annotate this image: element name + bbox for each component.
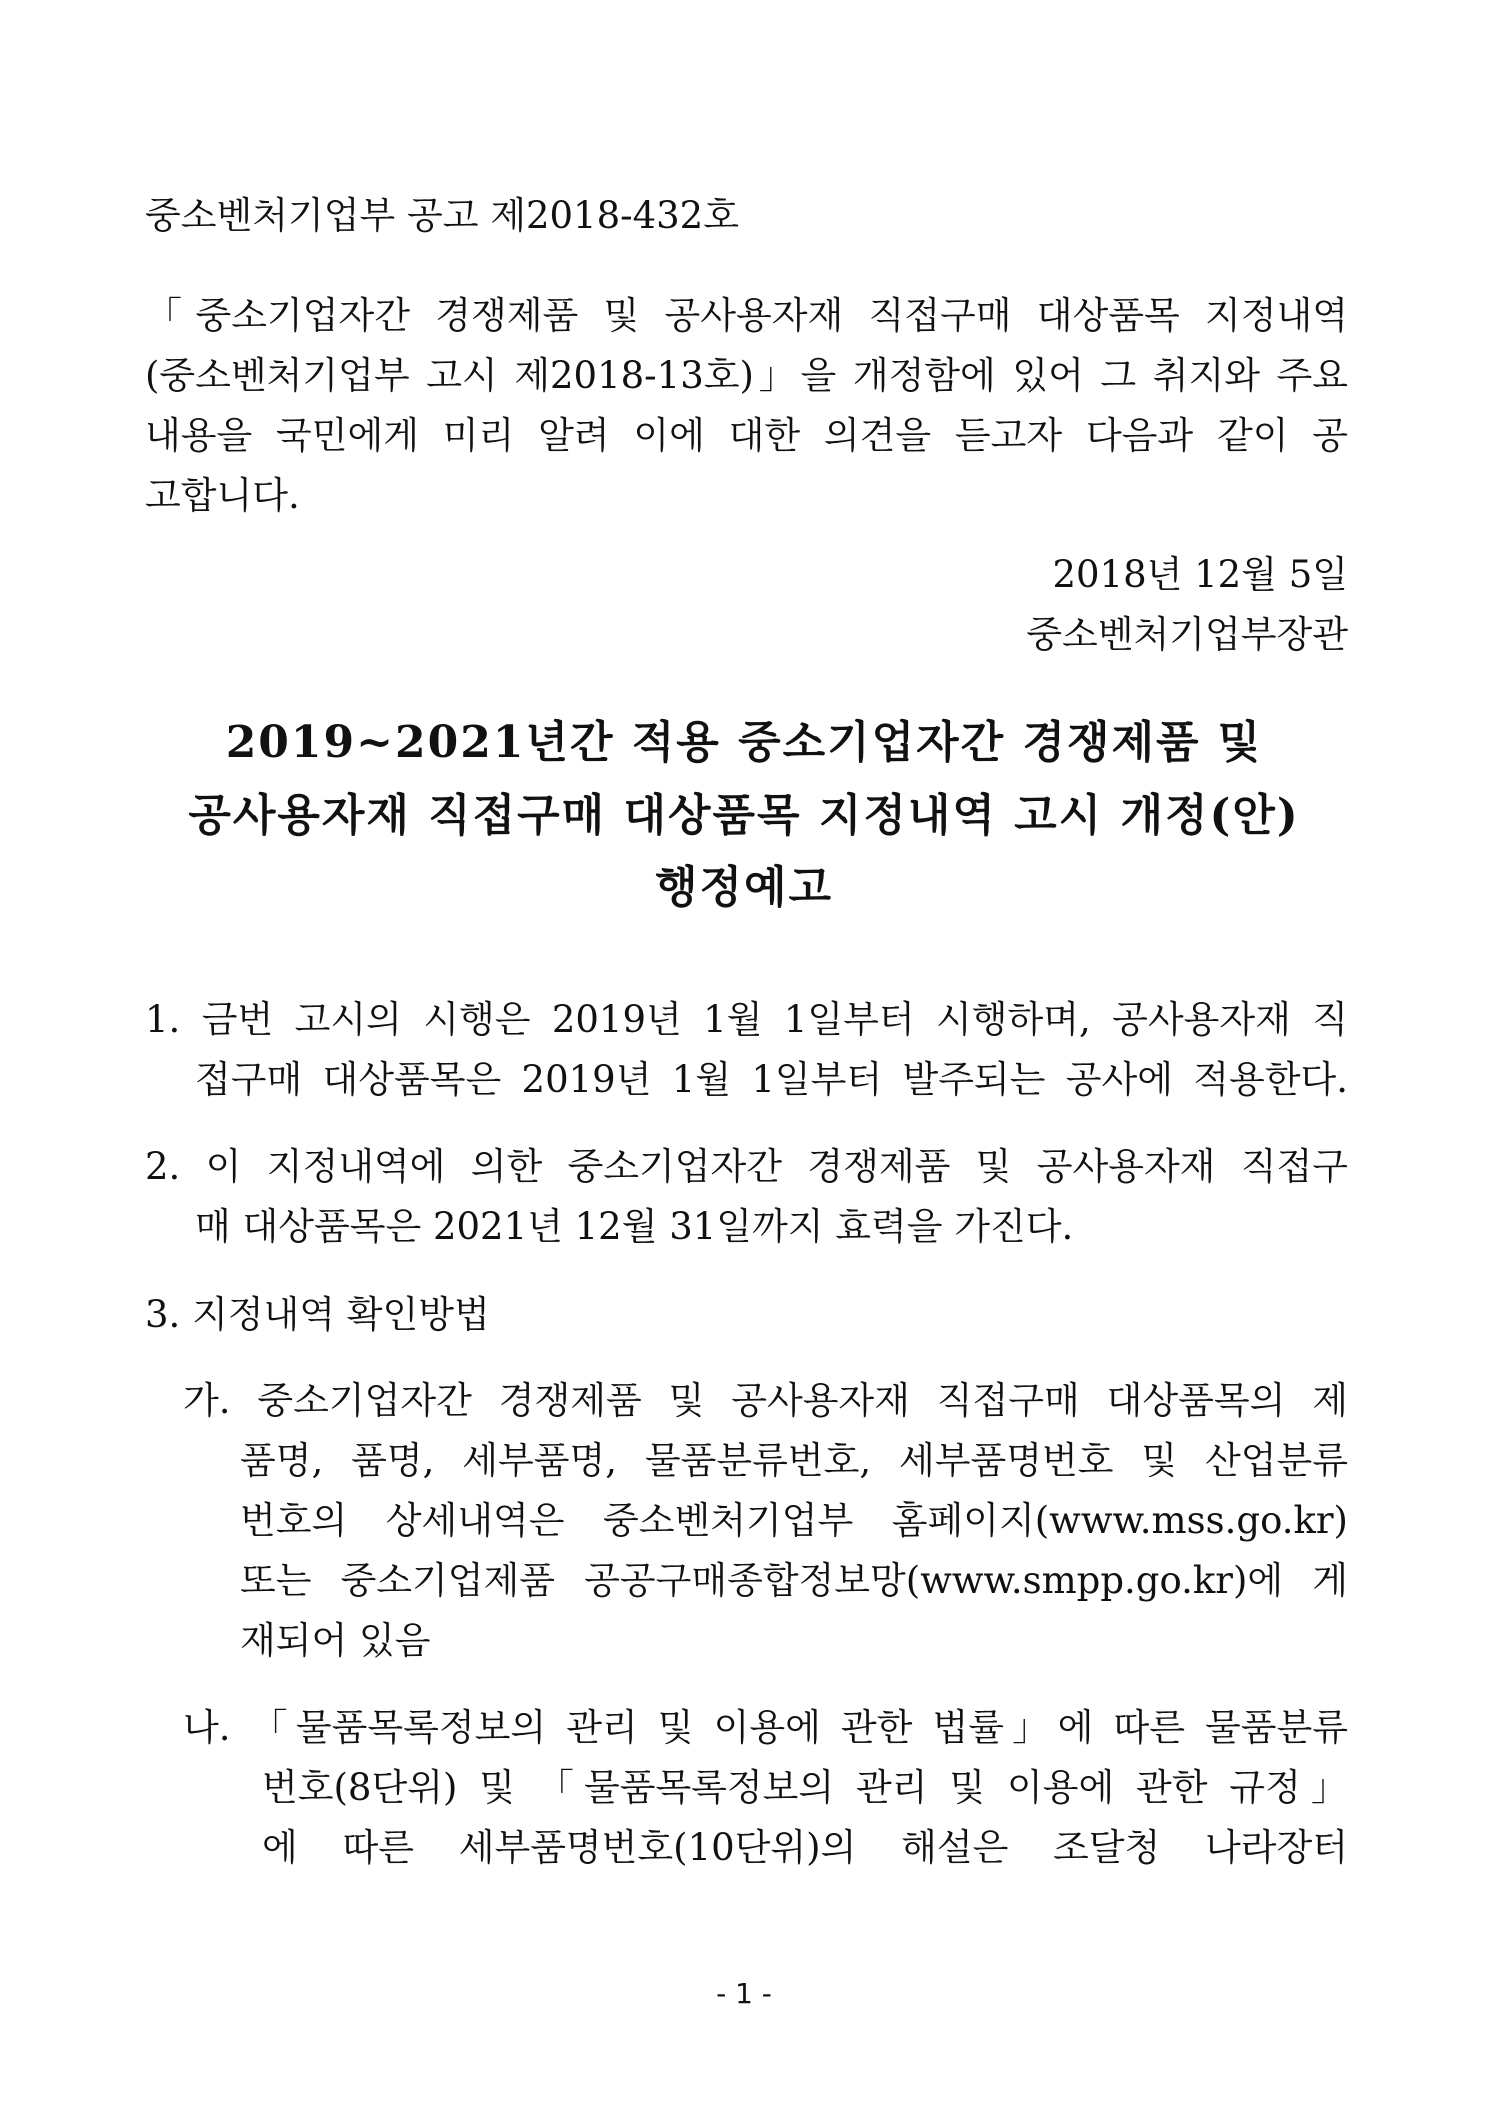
item-2-line-1: 2. 이 지정내역에 의한 중소기업자간 경쟁제품 및 공사용자재 직접구 [145, 1145, 1348, 1188]
sub-item-na-line-1: 나. 「물품목록정보의 관리 및 이용에 관한 법률」에 따른 물품분류 [183, 1706, 1348, 1749]
sub-item-ga-line-1: 가. 중소기업자간 경쟁제품 및 공사용자재 직접구매 대상품목의 제 [183, 1379, 1348, 1422]
title-line-2: 공사용자재 직접구매 대상품목 지정내역 고시 개정(안) [188, 790, 1300, 841]
notice-date: 2018년 12월 5일 [1052, 553, 1348, 596]
item-2-line-2: 매 대상품목은 2021년 12월 31일까지 효력을 가진다. [195, 1205, 1074, 1248]
notice-issuer: 중소벤처기업부장관 [1026, 613, 1348, 656]
sub-item-na-line-3: 에 따른 세부품명번호(10단위)의 해설은 조달청 나라장터 [262, 1826, 1348, 1869]
intro-line-4: 고합니다. [145, 474, 300, 517]
item-1-line-1: 1. 금번 고시의 시행은 2019년 1월 1일부터 시행하며, 공사용자재 직 [145, 998, 1348, 1041]
sub-item-na-line-2: 번호(8단위) 및 「물품목록정보의 관리 및 이용에 관한 규정」 [262, 1766, 1348, 1809]
page-number: - 1 - [716, 1977, 772, 2010]
intro-line-3: 내용을 국민에게 미리 알려 이에 대한 의견을 듣고자 다음과 같이 공 [145, 414, 1348, 457]
sub-item-ga-line-5: 재되어 있음 [240, 1619, 431, 1662]
intro-line-2: (중소벤처기업부 고시 제2018-13호)」을 개정함에 있어 그 취지와 주요 [145, 354, 1348, 397]
intro-line-1: 「중소기업자간 경쟁제품 및 공사용자재 직접구매 대상품목 지정내역 [145, 294, 1348, 337]
sub-item-ga-line-3: 번호의 상세내역은 중소벤처기업부 홈페이지(www.mss.go.kr) [240, 1499, 1348, 1542]
title-line-3: 행정예고 [654, 862, 833, 913]
sub-item-ga-line-2: 품명, 품명, 세부품명, 물품분류번호, 세부품명번호 및 산업분류 [240, 1439, 1348, 1482]
item-3-heading: 3. 지정내역 확인방법 [145, 1293, 490, 1336]
title-line-1: 2019~2021년간 적용 중소기업자간 경쟁제품 및 [225, 717, 1263, 768]
item-1-line-2: 접구매 대상품목은 2019년 1월 1일부터 발주되는 공사에 적용한다. [195, 1058, 1348, 1101]
sub-item-ga-line-4: 또는 중소기업제품 공공구매종합정보망(www.smpp.go.kr)에 게 [240, 1559, 1348, 1602]
notice-number: 중소벤처기업부 공고 제2018-432호 [145, 194, 739, 237]
